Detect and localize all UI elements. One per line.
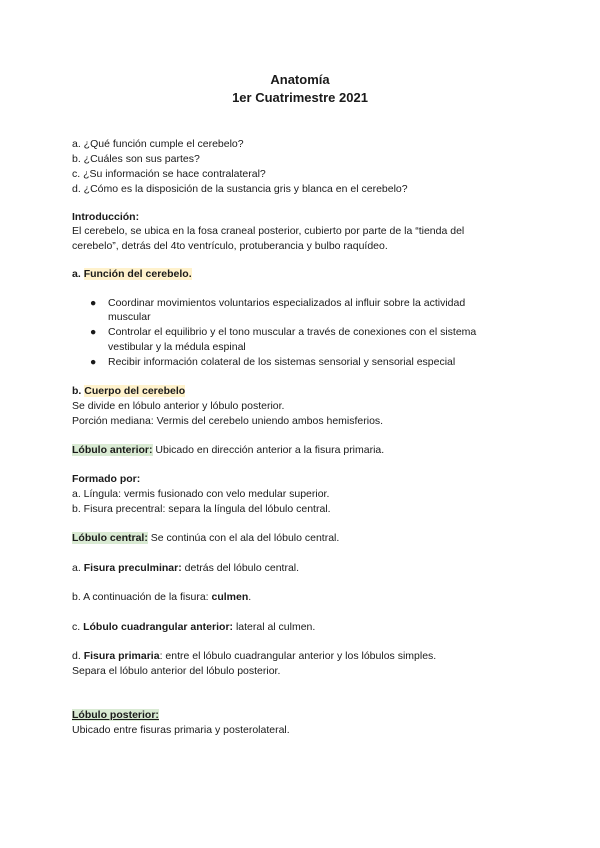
item-b-end: . [248,591,252,603]
cuerpo-text-line1: Se divide en lóbulo anterior y lóbulo posterior. [72,400,285,412]
item-d-line [72,650,436,662]
item-c-prefix: c. [72,621,84,633]
question-d: d. ¿Cómo es la disposición de la sustancia gris y blanca en el cerebelo? [72,183,408,195]
section-cuerpo-prefix: b. [72,385,85,397]
bullet-2-line2: vestibular y la médula espinal [108,341,246,353]
item-c-bold: Lóbulo cuadrangular anterior: [83,621,234,633]
question-a: a. ¿Qué función cumple el cerebelo? [72,138,244,150]
item-b-bold: culmen [211,591,249,603]
lobulo-anterior-line [72,444,384,456]
item-a-prefix: a. [72,562,84,574]
formado-line2: b. Fisura precentral: separa la língula del lóbulo central. [72,503,331,515]
lobulo-posterior-heading [72,709,159,721]
bullet-1-line1: Coordinar movimientos voluntarios especializados al influir sobre la actividad [108,297,466,309]
bullet-icon: ● [90,297,97,309]
lobulo-central-text: Se continúa con el ala del lóbulo central. [147,532,340,544]
item-c-line [72,621,315,633]
lobulo-anterior-label: Lóbulo anterior: [72,444,153,456]
bullet-3-line1: Recibir información colateral de los sistemas sensorial y sensorial especial [108,356,456,368]
question-b: b. ¿Cuáles son sus partes? [72,153,200,165]
section-funcion-heading [72,268,192,280]
section-funcion-title: Función del cerebelo. [83,268,192,280]
section-funcion-prefix: a. [72,268,84,280]
lobulo-central-line [72,532,339,544]
cuerpo-text-line2: Porción mediana: Vermis del cerebelo uniendo ambos hemisferios. [72,415,384,427]
section-cuerpo-heading [72,385,185,397]
item-d-prefix: d. [72,650,84,662]
item-d-line2: Separa el lóbulo anterior del lóbulo posterior. [72,665,281,677]
question-c: c. ¿Su información se hace contralateral? [72,168,266,180]
intro-heading: Introducción: [72,211,140,223]
document-subtitle: 1er Cuatrimestre 2021 [232,90,368,105]
bullet-1-line2: muscular [108,311,151,323]
item-a-text: detrás del lóbulo central. [181,562,300,574]
item-d-text: : entre el lóbulo cuadrangular anterior y los lóbulos simples. [159,650,437,662]
item-b-line [72,591,251,603]
intro-text-line1: El cerebelo, se ubica en la fosa craneal posterior, cubierto por parte de la “tienda del [72,225,465,237]
lobulo-posterior-text: Ubicado entre fisuras primaria y posterolateral. [72,724,290,736]
lobulo-anterior-text: Ubicado en dirección anterior a la fisura primaria. [152,444,385,456]
item-a-line [72,562,299,574]
document-title: Anatomía [270,72,330,87]
item-a-bold: Fisura preculminar: [83,562,182,574]
item-c-text: lateral al culmen. [233,621,316,633]
item-b-text: b. A continuación de la fisura: [72,591,212,603]
intro-text-line2: cerebelo”, detrás del 4to ventrículo, protuberancia y bulbo raquídeo. [72,240,388,252]
bullet-icon: ● [90,356,97,368]
bullet-2-line1: Controlar el equilibrio y el tono muscular a través de conexiones con el sistema [108,326,477,338]
formado-heading: Formado por: [72,473,141,485]
lobulo-posterior-label: Lóbulo posterior: [72,709,159,721]
bullet-icon: ● [90,326,97,338]
section-cuerpo-title: Cuerpo del cerebelo [84,385,186,397]
item-d-bold: Fisura primaria [83,650,160,662]
formado-line1: a. Língula: vermis fusionado con velo medular superior. [72,488,330,500]
lobulo-central-label: Lóbulo central: [72,532,148,544]
